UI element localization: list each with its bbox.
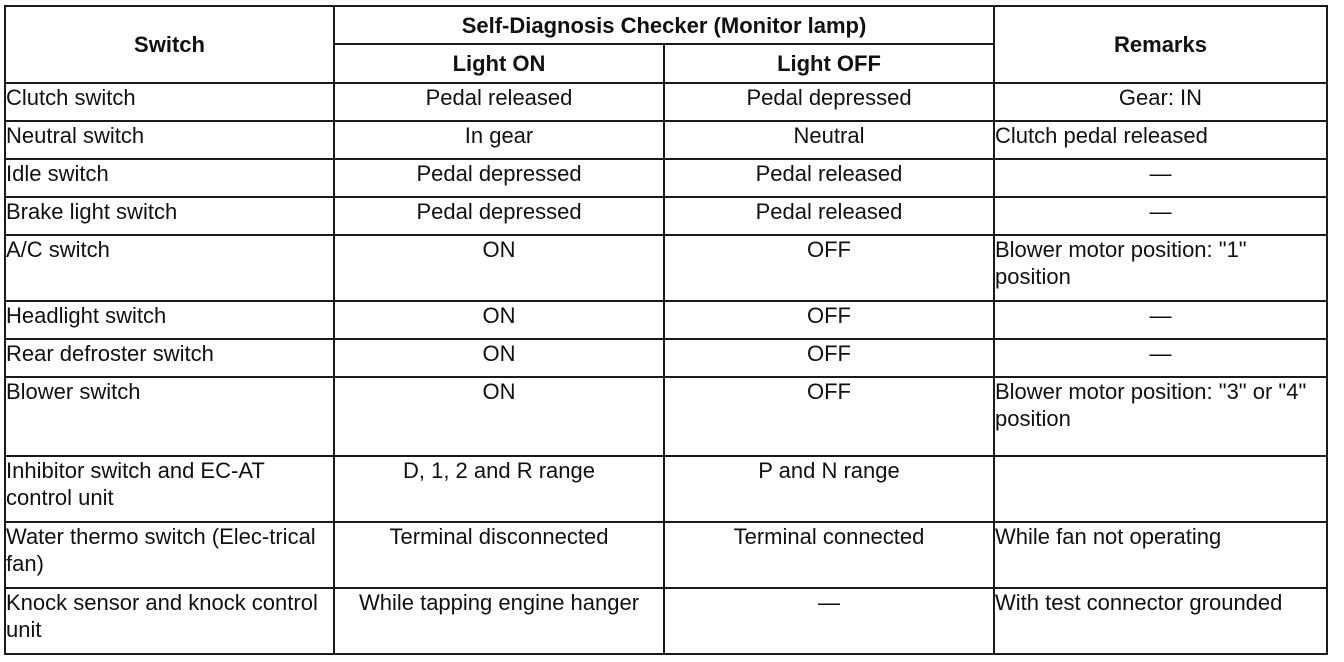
table-row — [5, 121, 1327, 159]
remarks-cell: — — [994, 339, 1327, 377]
switch-cell: Blower switch — [5, 377, 334, 456]
header-checker: Self-Diagnosis Checker (Monitor lamp) — [334, 6, 994, 44]
header-switch: Switch — [5, 6, 334, 83]
table-row — [5, 159, 1327, 197]
remarks-cell: — — [994, 197, 1327, 235]
header-remarks: Remarks — [994, 6, 1327, 83]
remarks-cell: Blower motor position: "3" or "4" position — [994, 377, 1327, 456]
light-on-cell: D, 1, 2 and R range — [334, 456, 664, 522]
remarks-cell: — — [994, 159, 1327, 197]
switch-cell: Headlight switch — [5, 301, 334, 339]
light-off-cell: Pedal released — [664, 159, 994, 197]
light-on-cell: While tapping engine hanger — [334, 588, 664, 654]
table-row — [5, 588, 1327, 654]
table-row — [5, 83, 1327, 121]
remarks-cell: — — [994, 301, 1327, 339]
light-off-cell: OFF — [664, 377, 994, 456]
light-on-cell: Pedal depressed — [334, 159, 664, 197]
remarks-cell: Clutch pedal released — [994, 121, 1327, 159]
light-off-cell: Pedal released — [664, 197, 994, 235]
header-light-on: Light ON — [334, 44, 664, 83]
switch-cell: Water thermo switch (Elec-trical fan) — [5, 522, 334, 588]
table-row — [5, 377, 1327, 456]
light-on-cell: Pedal depressed — [334, 197, 664, 235]
switch-cell: Inhibitor switch and EC-AT control unit — [5, 456, 334, 522]
remarks-cell — [994, 456, 1327, 522]
remarks-cell: While fan not operating — [994, 522, 1327, 588]
switch-cell: A/C switch — [5, 235, 334, 301]
switch-cell: Knock sensor and knock control unit — [5, 588, 334, 654]
light-off-cell: Terminal connected — [664, 522, 994, 588]
light-off-cell: OFF — [664, 339, 994, 377]
light-on-cell: Terminal disconnected — [334, 522, 664, 588]
self-diagnosis-table — [4, 5, 1328, 655]
table-row — [5, 339, 1327, 377]
remarks-cell: Gear: IN — [994, 83, 1327, 121]
light-on-cell: ON — [334, 377, 664, 456]
header-light-off: Light OFF — [664, 44, 994, 83]
light-off-cell: OFF — [664, 235, 994, 301]
light-on-cell: ON — [334, 339, 664, 377]
light-off-cell: P and N range — [664, 456, 994, 522]
switch-cell: Clutch switch — [5, 83, 334, 121]
table-row — [5, 456, 1327, 522]
light-on-cell: ON — [334, 301, 664, 339]
switch-cell: Rear defroster switch — [5, 339, 334, 377]
light-on-cell: ON — [334, 235, 664, 301]
switch-cell: Brake light switch — [5, 197, 334, 235]
table-row — [5, 301, 1327, 339]
light-off-cell: OFF — [664, 301, 994, 339]
light-off-cell: Pedal depressed — [664, 83, 994, 121]
table-row — [5, 235, 1327, 301]
switch-cell: Idle switch — [5, 159, 334, 197]
switch-cell: Neutral switch — [5, 121, 334, 159]
light-on-cell: In gear — [334, 121, 664, 159]
light-off-cell: — — [664, 588, 994, 654]
remarks-cell: With test connector grounded — [994, 588, 1327, 654]
table-row — [5, 522, 1327, 588]
table-row — [5, 197, 1327, 235]
light-on-cell: Pedal released — [334, 83, 664, 121]
remarks-cell: Blower motor position: "1" position — [994, 235, 1327, 301]
light-off-cell: Neutral — [664, 121, 994, 159]
